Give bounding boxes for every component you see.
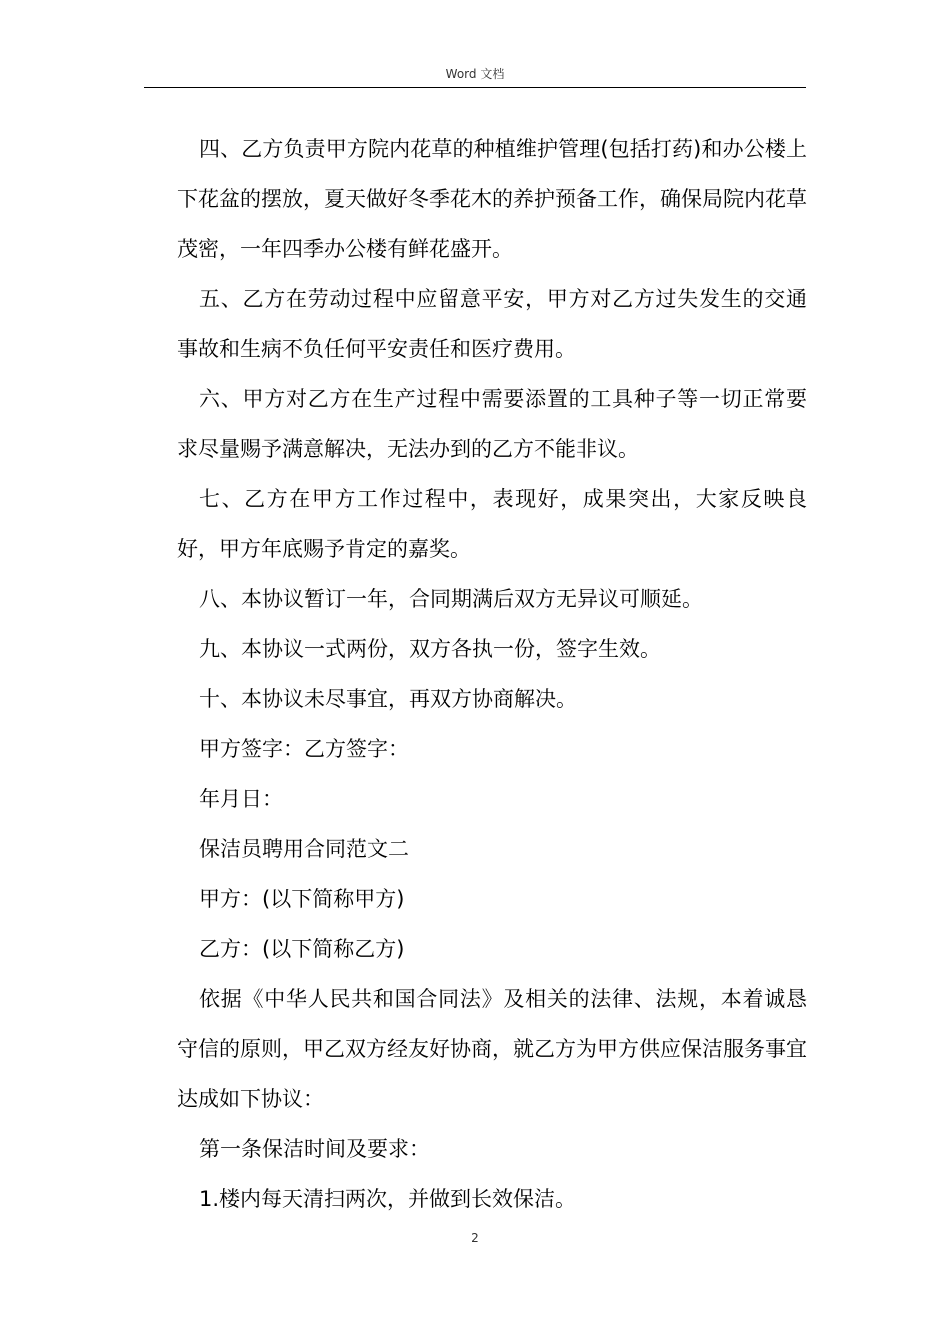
page-number: 2 xyxy=(471,1231,479,1245)
paragraph-clause-7: 七、乙方在甲方工作过程中，表现好，成果突出，大家反映良好，甲方年底赐予肯定的嘉奖。 xyxy=(177,487,807,561)
document-body xyxy=(177,124,807,1224)
paragraph-clause-9: 九、本协议一式两份，双方各执一份，签字生效。 xyxy=(199,637,661,661)
header-divider xyxy=(144,87,806,88)
party-b-line: 乙方：(以下简称乙方) xyxy=(199,937,405,961)
date-line: 年月日： xyxy=(199,787,283,811)
paragraph-clause-4: 四、乙方负责甲方院内花草的种植维护管理(包括打药)和办公楼上下花盆的摆放，夏天做好冬季花木的养护预备工作，确保局院内花草茂密，一年四季办公楼有鲜花盛开。 xyxy=(177,137,807,261)
party-a-line: 甲方：(以下简称甲方) xyxy=(199,887,405,911)
paragraph-clause-10: 十、本协议未尽事宜，再双方协商解决。 xyxy=(199,687,577,711)
section-title: 保洁员聘用合同范文二 xyxy=(199,837,409,861)
paragraph-clause-8: 八、本协议暂订一年，合同期满后双方无异议可顺延。 xyxy=(199,587,703,611)
paragraph-clause-5: 五、乙方在劳动过程中应留意平安，甲方对乙方过失发生的交通事故和生病不负任何平安责任和医疗费用。 xyxy=(177,287,807,361)
page-header: Word 文档 xyxy=(445,67,505,81)
preamble-paragraph: 依据《中华人民共和国合同法》及相关的法律、法规，本着诚恳守信的原则，甲乙双方经友好协商，就乙方为甲方供应保洁服务事宜达成如下协议： xyxy=(177,987,807,1111)
paragraph-clause-6: 六、甲方对乙方在生产过程中需要添置的工具种子等一切正常要求尽量赐予满意解决，无法办到的乙方不能非议。 xyxy=(177,387,807,461)
article-1-item-1: 1.楼内每天清扫两次，并做到长效保洁。 xyxy=(199,1187,577,1211)
article-1-heading: 第一条保洁时间及要求： xyxy=(199,1137,430,1161)
signature-line: 甲方签字：乙方签字： xyxy=(199,737,409,761)
